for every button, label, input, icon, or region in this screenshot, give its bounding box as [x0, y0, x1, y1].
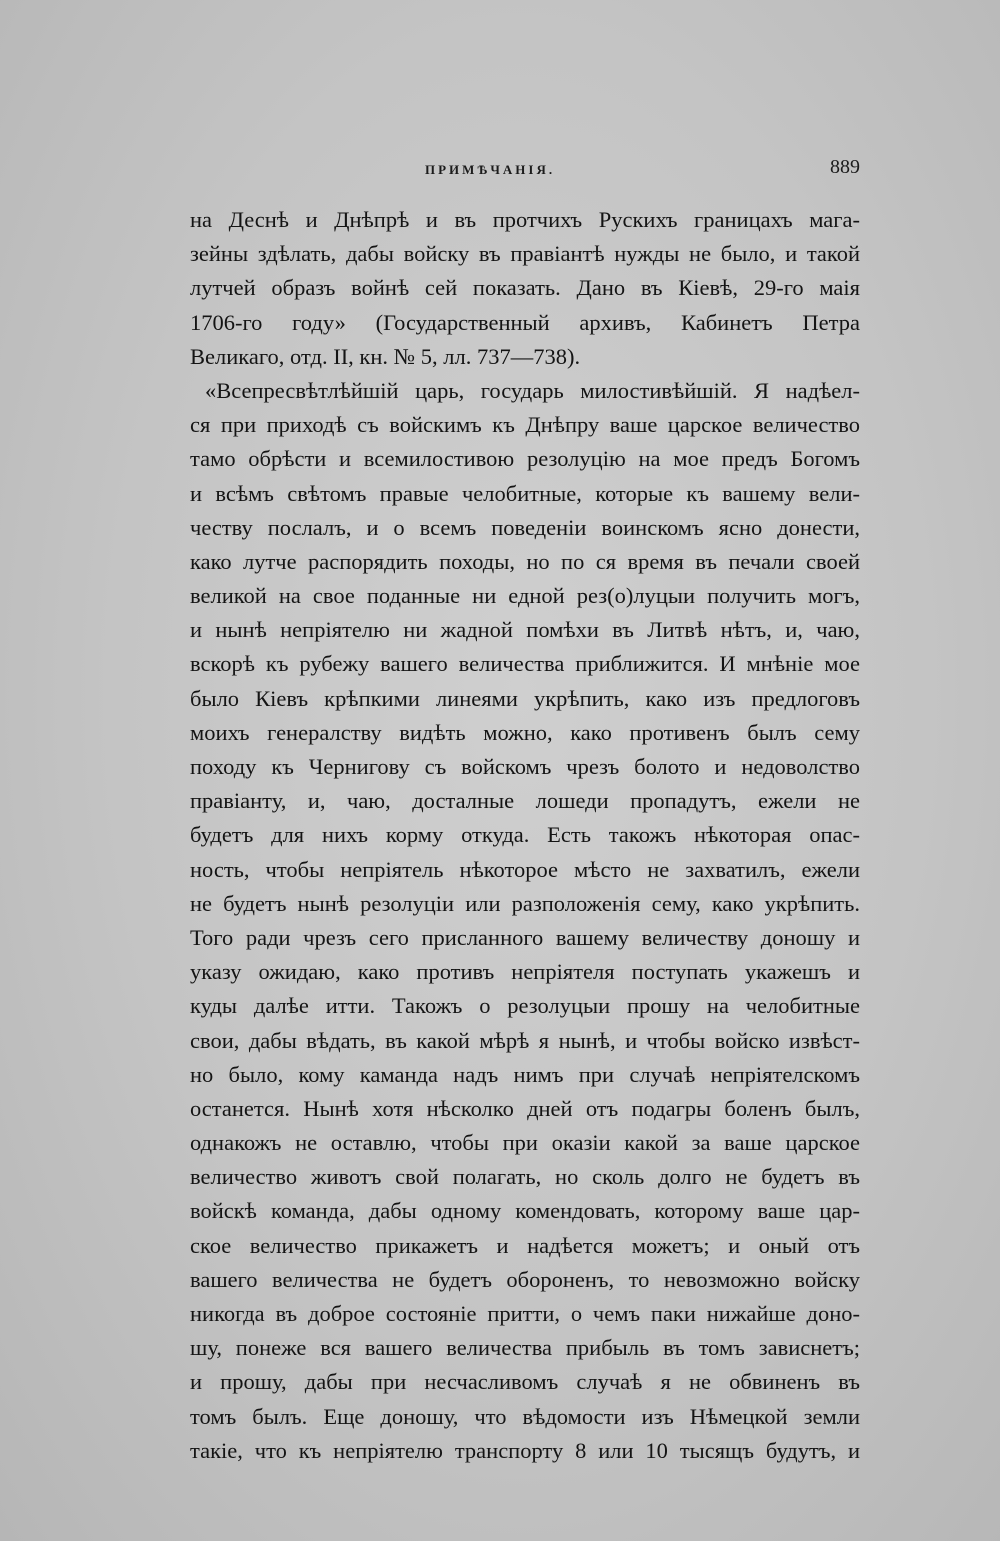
text-line: и нынѣ непріятелю ни жадной помѣхи въ Литвѣ нѣтъ, и, чаю,: [190, 617, 860, 643]
text-line: на Деснѣ и Днѣпрѣ и въ протчихъ Рускихъ границахъ мага-: [190, 207, 860, 232]
text-line: останется. Нынѣ хотя нѣсколко дней отъ подагры боленъ былъ,: [190, 1095, 860, 1121]
text-line: войскѣ команда, дабы одному комендовать, которому ваше цар-: [190, 1198, 860, 1224]
text-line: како лутче распорядить походы, но по ся время въ печали своей: [190, 548, 860, 574]
text-line: 1706-го году» (Государственный архивъ, Кабинетъ Петра: [190, 309, 860, 335]
text-line: великой на свое поданные ни едной рез(о)луцыи получить могъ,: [190, 583, 860, 609]
text-line: такіе, что къ непріятелю транспорту 8 или 10 тысящъ будутъ, и: [190, 1437, 860, 1463]
text-line: томъ былъ. Еще доношу, что вѣдомости изъ Нѣмецкой земли: [190, 1403, 860, 1429]
text-line: указу ожидаю, како противъ непріятеля поступать укажешъ и: [190, 959, 860, 985]
text-line: ся при приходѣ съ войскимъ къ Днѣпру ваше царское величество: [190, 412, 860, 438]
text-line: правіанту, и, чаю, досталные лошеди пропадутъ, ежели не: [190, 788, 860, 814]
running-head: [190, 156, 860, 186]
text-line: тамо обрѣсти и всемилостивою резолуцію на мое предъ Богомъ: [190, 446, 860, 472]
text-line: никогда въ доброе состояніе притти, о чемъ паки нижайше доно-: [190, 1301, 860, 1326]
text-line: «Всепресвѣтлѣйшій царь, государь милостивѣйшій. Я надѣел-: [205, 377, 860, 403]
text-line: моихъ генералству видѣть можно, како противенъ былъ сему: [190, 719, 860, 745]
text-line: куды далѣе итти. Такожъ о резолуцыи прошу на челобитные: [190, 993, 860, 1019]
text-line: было Кіевъ крѣпкими линеями укрѣпить, како изъ предлоговъ: [190, 685, 860, 711]
text-line: лутчей образъ войнѣ сей показать. Дано въ Кіевѣ, 29-го маія: [190, 275, 860, 301]
text-line: однакожъ не оставлю, чтобы при оказіи какой за ваше царское: [190, 1130, 860, 1156]
text-line: походу къ Чернигову съ войскомъ чрезъ болото и недоволство: [190, 754, 860, 779]
text-line: но было, кому каманда надъ нимъ при случаѣ непріятелскомъ: [190, 1061, 860, 1087]
text-line: зейны здѣлать, дабы войску въ правіантѣ нужды не было, и такой: [190, 241, 860, 267]
text-line: не будетъ нынѣ резолуціи или разположенія сему, како укрѣпить.: [190, 890, 860, 916]
text-line: будетъ для нихъ корму откуда. Есть такожъ нѣкоторая опас-: [190, 822, 860, 848]
text-line: вскорѣ къ рубежу вашего величества приближится. И мнѣніе мое: [190, 651, 860, 677]
text-line: Того ради чрезъ сего присланного вашему величеству доношу и: [190, 924, 860, 950]
text-line: Великаго, отд. II, кн. № 5, лл. 737—738).: [190, 343, 581, 369]
body-text: [190, 203, 860, 1468]
text-line: ское величество прикажетъ и надѣется можетъ; и оный отъ: [190, 1232, 860, 1258]
text-line: честву послалъ, и о всемъ поведеніи воинскомъ ясно донести,: [190, 514, 860, 540]
text-line: свои, дабы вѣдать, въ какой мѣрѣ я нынѣ, и чтобы войско извѣст-: [190, 1027, 860, 1053]
page-number: 889: [830, 156, 860, 178]
text-line: ность, чтобы непріятель нѣкоторое мѣсто не захватилъ, ежели: [190, 856, 860, 882]
text-line: и прошу, дабы при несчасливомъ случаѣ я не обвиненъ въ: [190, 1369, 860, 1395]
text-line: шу, понеже вся вашего величества прибыль въ томъ зависнетъ;: [190, 1335, 860, 1361]
text-line: и всѣмъ свѣтомъ правые челобитные, которые къ вашему вели-: [190, 480, 860, 506]
text-line: вашего величества не будетъ обороненъ, то невозможно войску: [190, 1266, 860, 1292]
running-title: ПРИМѢЧАНІЯ.: [425, 162, 556, 177]
text-line: величество животъ свой полагать, но сколь долго не будетъ въ: [190, 1164, 860, 1190]
